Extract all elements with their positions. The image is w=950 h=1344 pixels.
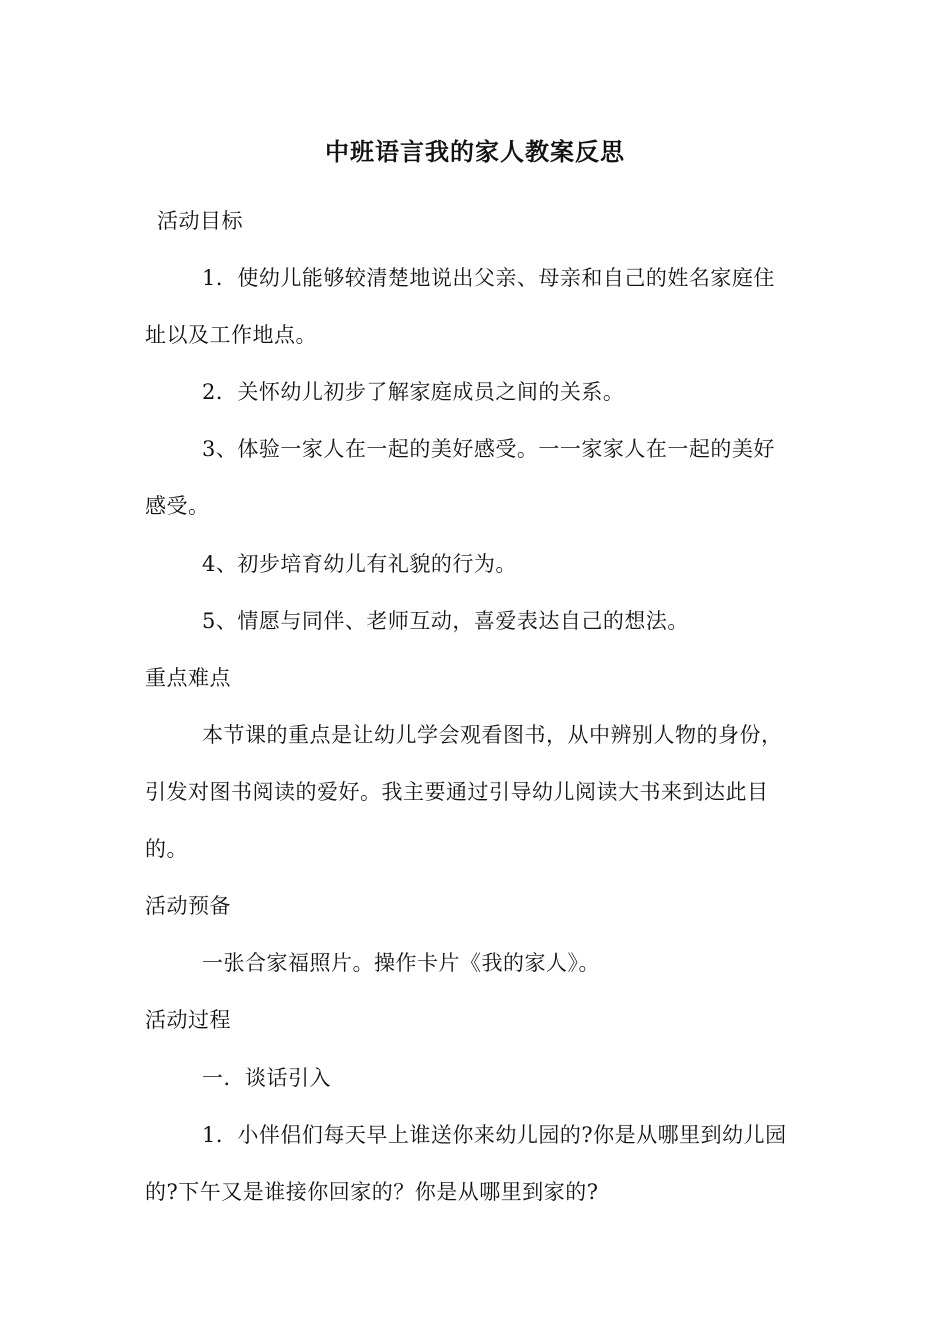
process-step-heading: 一．谈话引入 — [202, 1066, 331, 1090]
section-heading-goals: 活动目标 — [157, 209, 243, 233]
key-points-line-2: 引发对图书阅读的爱好。我主要通过引导幼儿阅读大书来到达此目 — [145, 780, 769, 804]
process-item-1-line-1: 1．小伴侣们每天早上谁送你来幼儿园的?你是从哪里到幼儿园 — [202, 1123, 787, 1147]
document-title: 中班语言我的家人教案反思 — [325, 137, 625, 166]
goal-2: 2．关怀幼儿初步了解家庭成员之间的关系。 — [202, 380, 625, 404]
section-heading-process: 活动过程 — [145, 1008, 231, 1032]
goal-4: 4、初步培育幼儿有礼貌的行为。 — [202, 552, 517, 576]
goal-3-line-1: 3、体验一家人在一起的美好感受。一一家家人在一起的美好 — [202, 437, 775, 461]
section-heading-key-points: 重点难点 — [145, 666, 231, 690]
goal-3-line-2: 感受。 — [145, 494, 210, 518]
section-heading-preparation: 活动预备 — [145, 894, 231, 918]
key-points-line-1: 本节课的重点是让幼儿学会观看图书，从中辨别人物的身份， — [202, 723, 783, 747]
preparation-text: 一张合家福照片。操作卡片《我的家人》。 — [202, 951, 600, 975]
goal-1-line-2: 址以及工作地点。 — [145, 323, 317, 347]
key-points-line-3: 的。 — [145, 837, 188, 861]
process-item-1-line-2: 的?下午又是谁接你回家的？你是从哪里到家的? — [145, 1180, 599, 1204]
goal-5: 5、情愿与同伴、老师互动，喜爱表达自己的想法。 — [202, 609, 689, 633]
goal-1-line-1: 1．使幼儿能够较清楚地说出父亲、母亲和自己的姓名家庭住 — [202, 266, 775, 290]
